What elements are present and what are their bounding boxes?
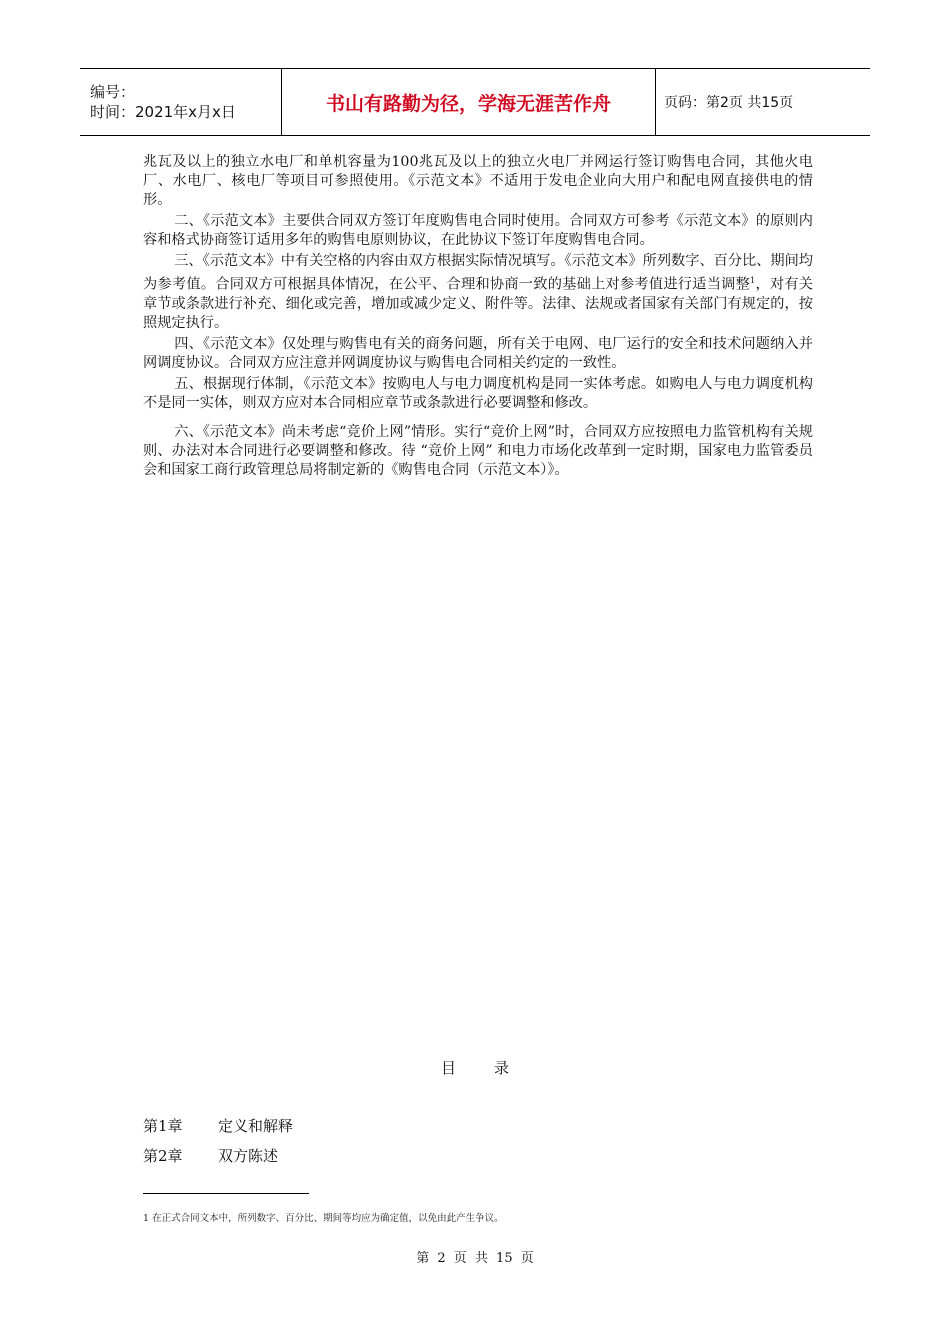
toc-list (143, 1115, 293, 1175)
paragraph-2: 二、《示范文本》主要供合同双方签订年度购售电合同时使用。合同双方可参考《示范文本》的原则内容和格式协商签订适用多年的购售电原则协议，在此协议下签订年度购售电合同。 (143, 213, 813, 248)
header-page-cell (656, 69, 870, 135)
toc-item[interactable] (143, 1115, 293, 1145)
document-date-label: 时间：2021年x月x日 (90, 103, 236, 121)
toc-item[interactable] (143, 1145, 293, 1175)
toc-item-number: 第2章 (143, 1147, 183, 1165)
header-motto: 书山有路勤为径，学海无涯苦作舟 (325, 92, 611, 115)
paragraph-4: 四、《示范文本》仅处理与购售电有关的商务问题，所有关于电网、电厂运行的安全和技术问题纳入并网调度协议。合同双方应注意并网调度协议与购售电合同相关约定的一致性。 (143, 335, 813, 371)
page-header (80, 68, 870, 136)
toc-item-title: 双方陈述 (218, 1147, 279, 1165)
footnote-divider (143, 1193, 309, 1194)
header-page-number: 页码：第2页 共15页 (664, 95, 794, 111)
toc-item-number: 第1章 (143, 1117, 183, 1135)
toc-title-first: 目 (440, 1059, 456, 1077)
paragraph-3-part-b: ，对有关章节或条款进行补充、细化或完善，增加或减少定义、附件等。法律、法规或者国家有关部门有规定的，按照规定执行。 (143, 276, 813, 331)
header-left-cell (80, 69, 282, 135)
header-motto-cell (282, 69, 656, 135)
paragraph-1: 兆瓦及以上的独立水电厂和单机容量为100兆瓦及以上的独立火电厂并网运行签订购售电合同，其他火电厂、水电厂、核电厂等项目可参照使用。《示范文本》不适用于发电企业向大用户和配电网直接供电的情形。 (143, 154, 813, 208)
document-number-label: 编号： (90, 83, 136, 101)
paragraph-6: 六、《示范文本》尚未考虑“竞价上网”情形。实行“竞价上网”时，合同双方应按照电力监管机构有关规则、办法对本合同进行必要调整和修改。待 “竞价上网” 和电力市场化改革到一定时期，国家电力监管委员会和国家工商行政管理总局将制定新的《购售电合同（示范文本）》。 (143, 423, 813, 478)
toc-title-second: 录 (494, 1059, 510, 1077)
document-body (143, 153, 813, 480)
paragraph-5: 五、根据现行体制，《示范文本》按购电人与电力调度机构是同一实体考虑。如购电人与电力调度机构不是同一实体，则双方应对本合同相应章节或条款进行必要调整和修改。 (143, 375, 813, 411)
toc-item-title: 定义和解释 (218, 1117, 294, 1135)
paragraph-3-part-a: 三、《示范文本》中有关空格的内容由双方根据实际情况填写。《示范文本》所列数字、百分比、期间均为参考值。合同双方可根据具体情况，在公平、合理和协商一致的基础上对参考值进行适当调整 (143, 253, 813, 293)
paragraph-3 (143, 252, 813, 333)
page-footer: 第 2 页 共 15 页 (416, 1251, 534, 1266)
footnote-text: 1 在正式合同文本中，所列数字、百分比、期间等均应为确定值，以免由此产生争议。 (143, 1213, 504, 1224)
toc-title (0, 1057, 950, 1078)
footnote-reference[interactable]: 1 (750, 276, 756, 285)
